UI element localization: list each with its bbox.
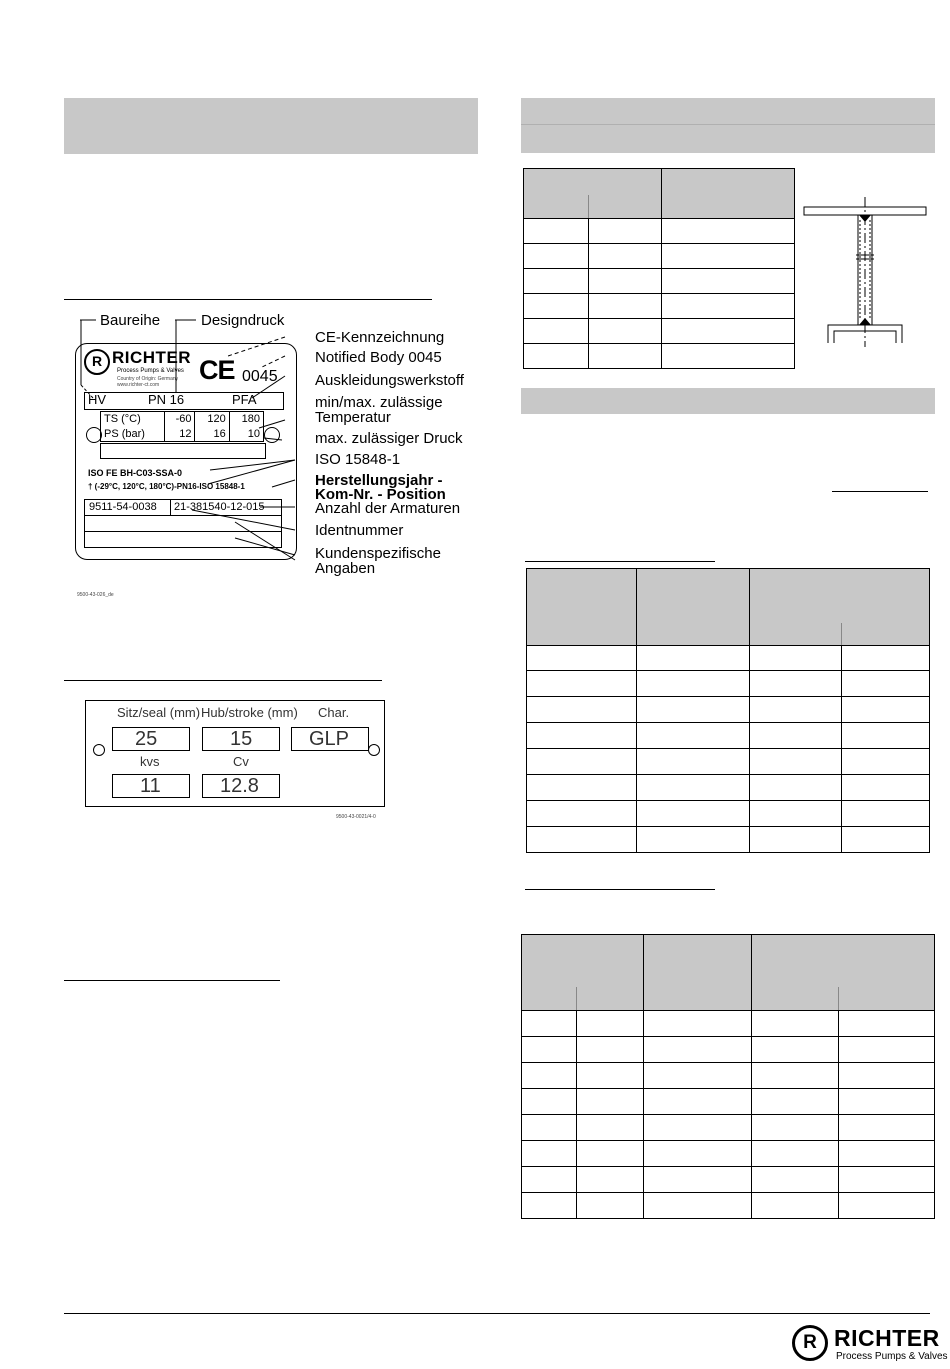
char-value: GLP: [309, 728, 350, 750]
richter-logo-icon: R: [84, 349, 110, 375]
callout-herst-3: Anzahl der Armaturen: [315, 500, 461, 517]
plate-id-number: 9511-54-0038: [89, 501, 157, 513]
char-label: Char.: [318, 705, 350, 720]
valve-drawing: [800, 195, 930, 350]
table-3-caption-divider: [525, 889, 715, 890]
ts-label: TS (°C): [101, 412, 165, 427]
ps-mid: 16: [195, 427, 229, 442]
callout-druck: max. zulässiger Druck: [315, 430, 463, 447]
callout-designdruck: Designdruck: [201, 312, 285, 329]
plate-brand: RICHTER: [112, 348, 192, 367]
callout-temp-2: Temperatur: [315, 409, 391, 426]
callout-iso: ISO 15848-1: [315, 451, 401, 468]
seal-value: 25: [135, 728, 158, 750]
right-text-underline: [832, 491, 928, 492]
plate-iso-line2: † (-29°C, 120°C, 180°C)-PN16-ISO 15848-1: [88, 482, 245, 491]
footer-brand: RICHTER: [834, 1325, 940, 1351]
seal-figure-code: 9500-43-0021/4-0: [336, 814, 376, 820]
plate-web: www.richter-ct.com: [117, 382, 160, 388]
plate-figure-code: 9500-43-026_de: [77, 592, 114, 598]
callout-kunden-2: Angaben: [315, 560, 376, 577]
plate-origin: Country of Origin: Germany: [117, 376, 179, 382]
plate-pn: PN 16: [148, 392, 185, 407]
ce-mark-icon: CE: [199, 355, 235, 385]
cv-value: 12.8: [220, 775, 259, 797]
plate-iso-line1: ISO FE BH-C03-SSA-0: [88, 468, 183, 478]
table-2-caption-divider: [525, 561, 715, 562]
right-section-header: [521, 98, 935, 153]
callout-herst-1: Herstellungsjahr -: [315, 472, 443, 489]
table-1: [523, 168, 795, 369]
section-divider-left: [64, 980, 280, 981]
table-3: [521, 934, 935, 1219]
seal-hole-right-icon: [368, 744, 380, 756]
footer-brand-sub: Process Pumps & Valves: [836, 1351, 948, 1362]
ps-min: 12: [165, 427, 195, 442]
ts-mid: 120: [195, 412, 229, 427]
callout-identnummer: Identnummer: [315, 522, 404, 539]
figure-divider-2: [64, 680, 382, 681]
seal-hole-left-icon: [93, 744, 105, 756]
callout-temp-1: min/max. zulässige: [315, 394, 443, 411]
table-2: [526, 568, 930, 853]
callout-baureihe: Baureihe: [100, 312, 161, 329]
kvs-label: kvs: [140, 754, 160, 769]
callout-notified-body: Notified Body 0045: [315, 349, 442, 366]
right-section-header-2: [521, 388, 935, 414]
cv-label: Cv: [233, 754, 249, 769]
plate-kom-number: 21-381540-12-015: [174, 501, 265, 513]
plate-hv: HV: [88, 392, 107, 407]
seal-label: Sitz/seal (mm): [117, 705, 201, 720]
ps-max: 10: [229, 427, 263, 442]
footer-logo-icon: R: [792, 1325, 828, 1361]
ps-label: PS (bar): [101, 427, 165, 442]
stroke-label: Hub/stroke (mm): [201, 705, 298, 720]
callout-kunden-1: Kundenspezifische: [315, 545, 441, 562]
callout-herst-2: Kom-Nr. - Position: [315, 486, 446, 503]
callout-ce: CE-Kennzeichnung: [315, 329, 445, 346]
ts-min: -60: [165, 412, 195, 427]
stroke-value: 15: [230, 728, 253, 750]
ts-max: 180: [229, 412, 263, 427]
callout-auskleidung: Auskleidungswerkstoff: [315, 372, 464, 389]
kvs-value: 11: [140, 775, 161, 797]
footer-divider: [64, 1313, 930, 1314]
plate-brand-sub: Process Pumps & Valves: [117, 368, 184, 374]
right-section-header-divider: [521, 124, 935, 125]
notified-number: 0045: [242, 368, 278, 385]
plate-pfa: PFA: [232, 392, 257, 407]
